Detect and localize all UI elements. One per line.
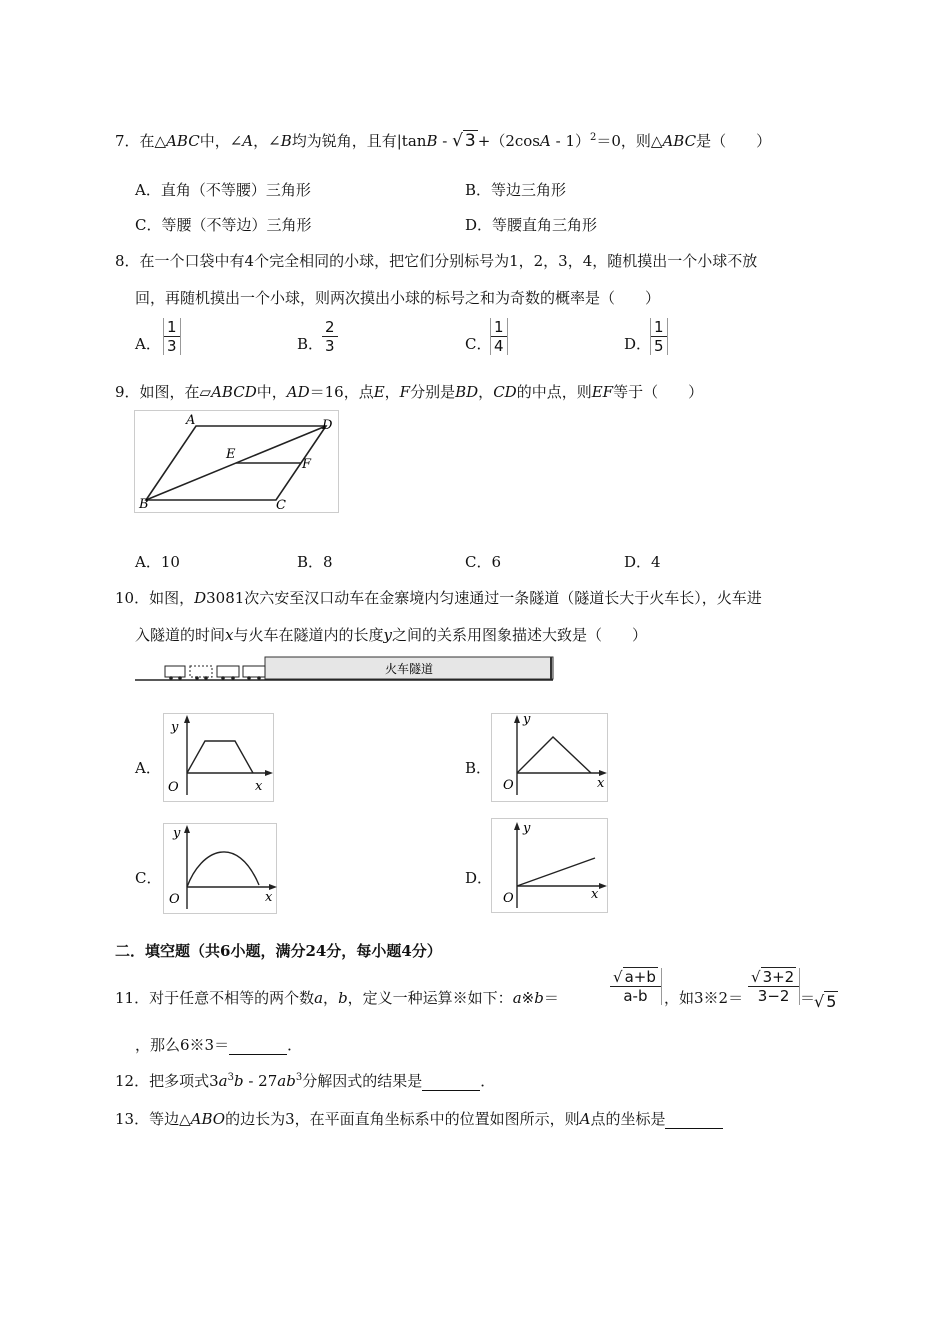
x-arrow	[599, 883, 607, 889]
text: 13．等边△	[115, 1110, 191, 1128]
text: E	[373, 383, 385, 401]
q7-option-a[interactable]: A．直角（不等腰）三角形	[135, 181, 311, 199]
graph-b-triangle[interactable]	[491, 713, 609, 803]
fraction-2-3	[322, 318, 338, 355]
q8-option-d[interactable]: D．	[624, 335, 652, 353]
text: 中，	[256, 383, 287, 401]
text: ABCD	[211, 383, 257, 401]
text: 中，∠	[199, 132, 243, 150]
q10-line1	[115, 587, 762, 608]
text: 11．对于任意不相等的两个数	[115, 989, 315, 1007]
text: ABC	[662, 132, 697, 150]
numerator	[610, 968, 661, 987]
text: +（2cos	[477, 132, 540, 150]
graph-d-line[interactable]	[491, 818, 609, 914]
text: B	[426, 132, 438, 150]
fraction-1-5	[650, 318, 668, 355]
text: -	[437, 132, 453, 150]
y-arrow	[514, 822, 520, 830]
wheel	[247, 676, 251, 680]
text: ，	[323, 989, 339, 1007]
graph-line	[517, 858, 595, 886]
train-car-2	[190, 666, 212, 677]
text: b	[338, 989, 348, 1007]
q7-option-b[interactable]: B．等边三角形	[465, 181, 567, 199]
q7-stem	[115, 130, 771, 151]
numerator: 1	[164, 318, 180, 337]
text: 是（ ）	[696, 132, 772, 150]
text: 分别是	[410, 383, 456, 401]
graph-curve	[187, 852, 259, 887]
q7-option-c[interactable]: C．等腰（不等边）三角形	[135, 216, 312, 234]
text: ＝16，点	[309, 383, 374, 401]
text: ．	[480, 1072, 496, 1090]
text: ab	[277, 1072, 296, 1090]
denominator: 3	[167, 337, 177, 355]
superscript: 3	[227, 1072, 234, 1083]
q8-line2: 回，再随机摸出一个小球，则两次摸出小球的标号之和为奇数的概率是（ ）	[135, 289, 661, 307]
wheel	[257, 676, 261, 680]
wheel	[195, 676, 199, 680]
denominator: a-b	[623, 987, 648, 1005]
denominator: 3−2	[757, 987, 790, 1005]
text: a	[512, 989, 522, 1007]
numerator	[748, 968, 799, 987]
text: 等于（ ）	[613, 383, 704, 401]
axis-label-y: y	[523, 821, 531, 836]
numerator: 1	[491, 318, 507, 337]
wheel	[169, 676, 173, 680]
text: ，	[384, 383, 400, 401]
label-f: F	[302, 457, 312, 472]
q12-stem	[115, 1070, 495, 1091]
q8-line1: 8．在一个口袋中有4个完全相同的小球，把它们分别标号为1，2，3，4，随机摸出一个小球不放	[115, 252, 758, 270]
axis-label-y: y	[523, 712, 531, 727]
text: 均为锐角，且有|tan	[291, 132, 427, 150]
q9-option-d[interactable]: D．4	[624, 553, 661, 571]
axis-label-x: x	[591, 887, 599, 902]
label-a: A	[186, 413, 196, 428]
sqrt-3: √ 3	[452, 131, 476, 151]
axis-label-x: x	[265, 890, 273, 905]
text: - 27	[243, 1072, 278, 1090]
radicand: 5	[826, 992, 837, 1011]
tunnel-label: 火车隧道	[385, 662, 434, 676]
text: 入隧道的时间	[135, 626, 226, 644]
wheel	[204, 676, 208, 680]
q8-option-b[interactable]: B．	[297, 335, 324, 353]
q11-line2	[135, 1034, 302, 1055]
text: ＝	[543, 989, 559, 1007]
sqrt-sign: √	[613, 968, 623, 986]
text: ，	[478, 383, 494, 401]
y-arrow	[514, 715, 520, 723]
q9-option-b[interactable]: B．8	[297, 553, 333, 571]
axis-label-y: y	[173, 826, 181, 841]
label-e: E	[226, 447, 236, 462]
text: 分解因式的结果是	[302, 1072, 423, 1090]
text: ，∠	[253, 132, 281, 150]
label-d: D	[322, 418, 333, 433]
text: b	[233, 1072, 244, 1090]
text: 与火车在隧道内的长度	[233, 626, 384, 644]
q9-option-a[interactable]: A．10	[135, 553, 180, 571]
wheel	[231, 676, 235, 680]
text: 点的坐标是	[590, 1110, 666, 1128]
graph-c-curve[interactable]	[163, 823, 278, 915]
denominator: 3	[325, 337, 335, 355]
radicand: 3+2	[762, 968, 795, 986]
fraction-1-4	[490, 318, 508, 355]
denominator: 5	[654, 337, 664, 355]
label-b: B	[139, 497, 149, 512]
radicand: a+b	[624, 968, 656, 986]
text: 的边长为3，在平面直角坐标系中的位置如图所示，则	[225, 1110, 580, 1128]
text: 3081次六安至汉口动车在金寨境内匀速通过一条隧道（隧道长大于火车长），火车进	[206, 589, 762, 607]
q10-option-c[interactable]: C．	[135, 869, 162, 887]
radicand: 3	[464, 131, 476, 151]
text: ＝0，则△	[596, 132, 663, 150]
text: 12．把多项式3	[115, 1072, 219, 1090]
text: A	[540, 132, 551, 150]
q11-stem	[115, 987, 559, 1008]
numerator: 2	[322, 318, 338, 337]
fraction-definition	[610, 968, 662, 1005]
denominator: 4	[494, 337, 504, 355]
q10-option-b[interactable]: B．	[465, 759, 492, 777]
text: B	[280, 132, 292, 150]
label-c: C	[276, 498, 286, 513]
graph-line	[187, 741, 253, 773]
q9-option-c[interactable]: C．6	[465, 553, 502, 571]
text: 10．如图，	[115, 589, 195, 607]
numerator: 1	[651, 318, 667, 337]
sqrt-5: √ 5	[814, 992, 837, 1011]
fraction-1-3	[163, 318, 181, 355]
q10-option-d[interactable]: D．	[465, 869, 493, 887]
section-heading: 二．填空题（共6小题，满分24分，每小题4分）	[115, 942, 442, 960]
text: 9．如图，在▱	[115, 383, 212, 401]
origin-label: O	[503, 891, 514, 906]
text: b	[534, 989, 544, 1007]
train-car-1	[165, 666, 185, 677]
train-car-3	[217, 666, 239, 677]
axis-label-y: y	[171, 720, 179, 735]
text: ，那么6※3＝	[135, 1036, 230, 1054]
fraction-example	[748, 968, 800, 1005]
superscript: 2	[590, 132, 597, 143]
text: BD	[455, 383, 479, 401]
q11-example: ，如3※2＝	[664, 989, 744, 1007]
sqrt-sign: √	[751, 968, 761, 986]
graph-frame	[164, 824, 277, 914]
origin-label: O	[169, 892, 180, 907]
axis-label-x: x	[255, 779, 263, 794]
q8-option-c[interactable]: C．	[465, 335, 492, 353]
text: ※	[521, 989, 535, 1007]
text: 的中点，则	[516, 383, 592, 401]
answer-blank[interactable]	[665, 1110, 723, 1129]
text: - 1）	[550, 132, 590, 150]
text: ，定义一种运算※如下：	[347, 989, 513, 1007]
q13-stem	[115, 1108, 723, 1129]
q10-option-a[interactable]: A．	[135, 759, 161, 777]
train-tunnel-figure	[135, 655, 555, 685]
text: y	[383, 626, 392, 644]
text: ．	[287, 1036, 303, 1054]
wheel	[178, 676, 182, 680]
q7-option-d[interactable]: D．等腰直角三角形	[465, 216, 598, 234]
text: AD	[286, 383, 310, 401]
text: x	[225, 626, 234, 644]
parallelogram-figure	[134, 410, 340, 514]
text: 之间的关系用图象描述大致是（ ）	[391, 626, 647, 644]
text: a	[314, 989, 324, 1007]
q8-option-a[interactable]: A．	[135, 335, 161, 353]
text: a	[218, 1072, 228, 1090]
y-arrow	[184, 825, 190, 833]
q10-line2	[135, 624, 647, 645]
text: CD	[493, 383, 517, 401]
x-arrow	[265, 770, 273, 776]
graph-a-trapezoid[interactable]	[163, 713, 275, 803]
origin-label: O	[168, 780, 179, 795]
origin-label: O	[503, 778, 514, 793]
answer-blank[interactable]	[422, 1072, 480, 1091]
text: A	[579, 1110, 591, 1128]
y-arrow	[184, 715, 190, 723]
answer-blank[interactable]	[229, 1036, 287, 1055]
text: ABO	[190, 1110, 226, 1128]
text: D	[194, 589, 207, 607]
q11-equals: ＝	[800, 989, 816, 1007]
text: 7．在△	[115, 132, 167, 150]
text: A	[242, 132, 254, 150]
text: EF	[591, 383, 614, 401]
graph-line	[517, 737, 591, 773]
wheel	[221, 676, 225, 680]
train-car-4	[243, 666, 265, 677]
axis-label-x: x	[597, 776, 605, 791]
text: F	[399, 383, 411, 401]
superscript: 3	[295, 1072, 303, 1083]
text: ABC	[166, 132, 200, 150]
q9-stem	[115, 381, 703, 402]
